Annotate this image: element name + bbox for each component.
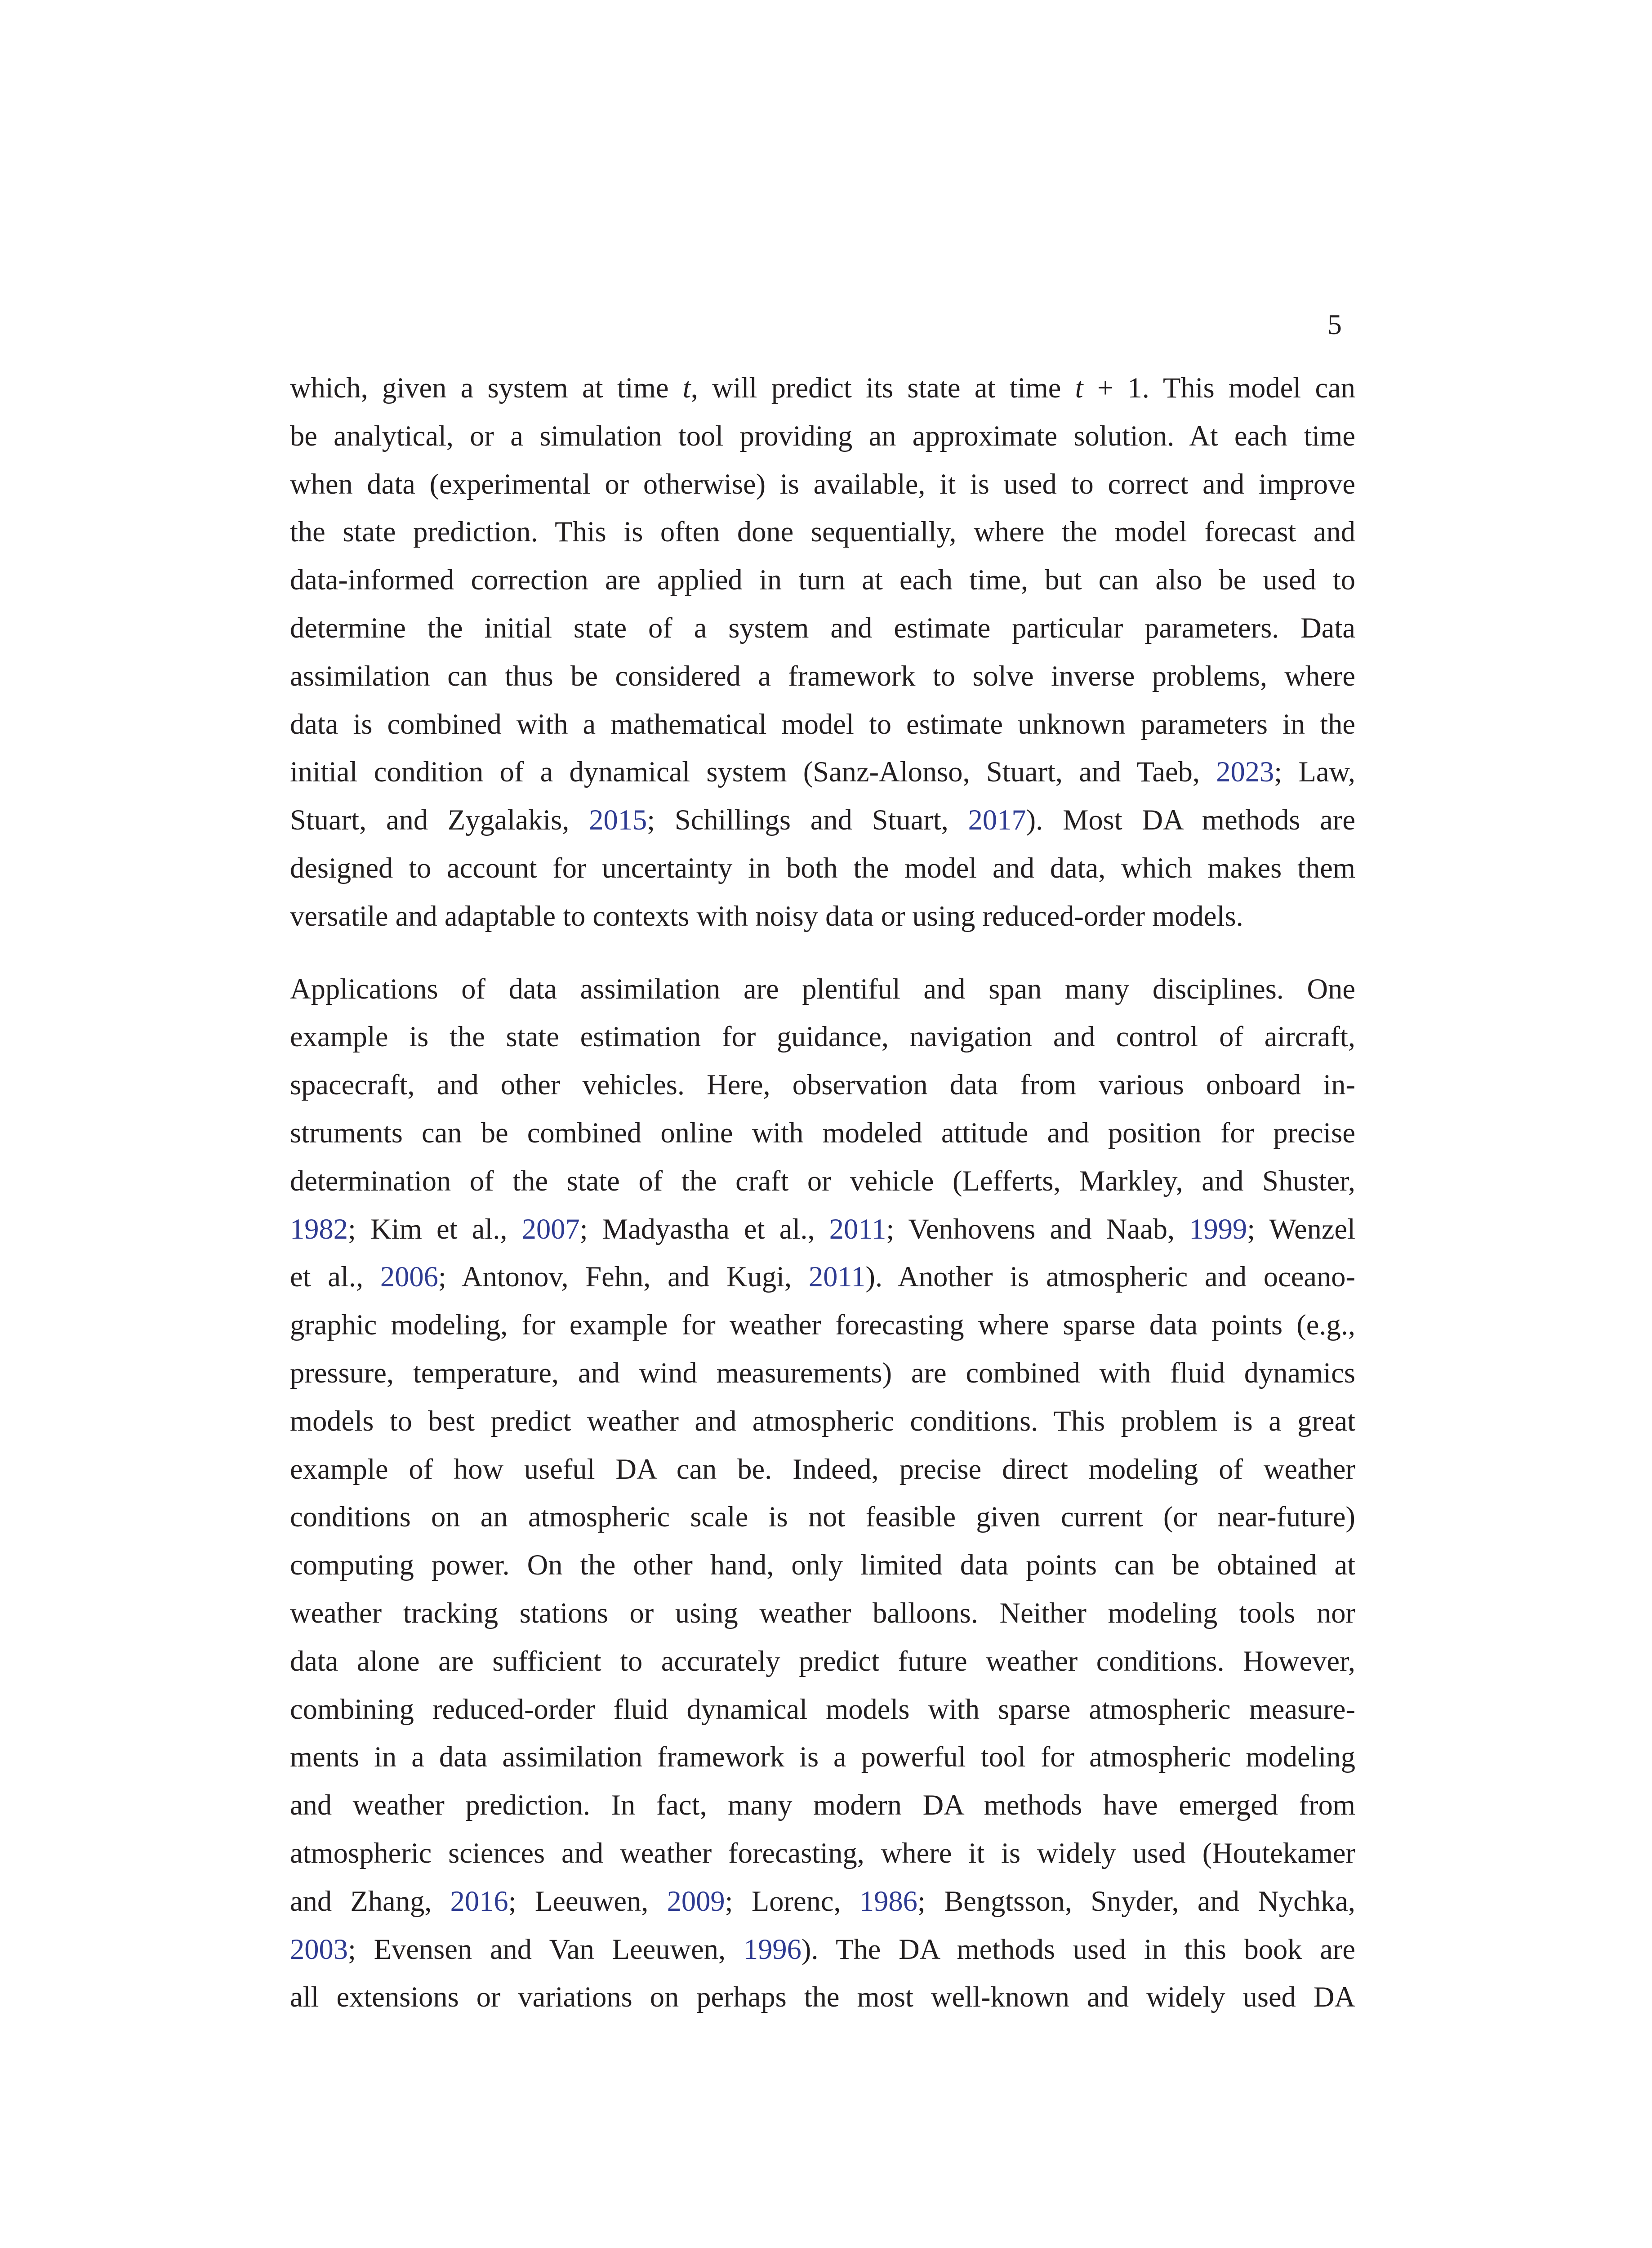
text-run: ; Venhovens and Naab, xyxy=(886,1213,1189,1245)
text-run: ). Most DA methods are xyxy=(1026,804,1355,836)
text-run: combining reduced-order fluid dynamical models with sparse atmospheric measure- xyxy=(290,1693,1355,1725)
text-line xyxy=(290,412,1355,460)
citation-link[interactable]: 1999 xyxy=(1189,1213,1247,1245)
text-run: ). The DA methods used in this book are xyxy=(801,1933,1356,1965)
text-run: data is combined with a mathematical model to estimate unknown parameters in the xyxy=(290,708,1355,740)
text-run: struments can be combined online with modeled attitude and position for precise xyxy=(290,1116,1355,1149)
citation-link[interactable]: 2023 xyxy=(1216,756,1274,788)
text-run: et al., xyxy=(290,1261,380,1293)
text-line xyxy=(290,965,1355,1013)
text-run: data alone are sufficient to accurately predict future weather conditions. However, xyxy=(290,1645,1355,1677)
text-run: spacecraft, and other vehicles. Here, observation data from various onboard in- xyxy=(290,1069,1355,1101)
math-variable: t xyxy=(1075,372,1083,404)
text-run: Applications of data assimilation are plentiful and span many disciplines. One xyxy=(290,972,1355,1005)
paragraph xyxy=(290,965,1355,2022)
citation-link[interactable]: 2009 xyxy=(667,1885,725,1917)
text-run: ; Evensen and Van Leeuwen, xyxy=(348,1933,744,1965)
text-run: + 1. This model can xyxy=(1083,372,1356,404)
text-line xyxy=(290,1205,1355,1253)
text-run: graphic modeling, for example for weather forecasting where sparse data points (e.g., xyxy=(290,1309,1355,1341)
text-run: Stuart, and Zygalakis, xyxy=(290,804,589,836)
citation-link[interactable]: 2017 xyxy=(968,804,1026,836)
text-run: , will predict its state at time xyxy=(690,372,1075,404)
text-line xyxy=(290,796,1355,844)
text-run: be analytical, or a simulation tool providing an approximate solution. At each time xyxy=(290,419,1355,452)
text-line xyxy=(290,1397,1355,1445)
text-run: ; Wenzel xyxy=(1247,1213,1355,1245)
citation-link[interactable]: 1996 xyxy=(743,1933,802,1965)
text-run: conditions on an atmospheric scale is not feasible given current (or near-future) xyxy=(290,1501,1355,1533)
text-line xyxy=(290,1589,1355,1637)
text-line xyxy=(290,1013,1355,1061)
math-variable: t xyxy=(682,372,691,404)
text-run: ; Antonov, Fehn, and Kugi, xyxy=(438,1261,809,1293)
text-run: ; Leeuwen, xyxy=(508,1885,667,1917)
text-run: ; Lorenc, xyxy=(725,1885,859,1917)
text-line xyxy=(290,1541,1355,1589)
text-line xyxy=(290,1109,1355,1157)
text-line xyxy=(290,460,1355,508)
text-line xyxy=(290,1926,1355,1974)
text-line xyxy=(290,1493,1355,1541)
text-line xyxy=(290,1349,1355,1397)
text-line xyxy=(290,1829,1355,1878)
paragraph xyxy=(290,364,1355,941)
text-run: atmospheric sciences and weather forecasting, where it is widely used (Houtekamer xyxy=(290,1837,1355,1869)
page-number: 5 xyxy=(1327,308,1342,340)
text-run: designed to account for uncertainty in both the model and data, which makes them xyxy=(290,852,1355,884)
text-line xyxy=(290,1733,1355,1781)
text-line xyxy=(290,1686,1355,1734)
text-run: when data (experimental or otherwise) is available, it is used to correct and improve xyxy=(290,468,1355,500)
text-line xyxy=(290,364,1355,412)
text-line xyxy=(290,844,1355,892)
text-line xyxy=(290,1878,1355,1926)
text-line xyxy=(290,1157,1355,1205)
text-run: the state prediction. This is often done sequentially, where the model forecast and xyxy=(290,516,1355,548)
text-run: computing power. On the other hand, only limited data points can be obtained at xyxy=(290,1549,1355,1581)
text-run: ; Schillings and Stuart, xyxy=(647,804,968,836)
text-run: pressure, temperature, and wind measurements) are combined with fluid dynamics xyxy=(290,1356,1355,1389)
text-line xyxy=(290,1973,1355,2021)
text-run: versatile and adaptable to contexts with noisy data or using reduced-order models. xyxy=(290,900,1243,932)
text-run: example is the state estimation for guidance, navigation and control of aircraft, xyxy=(290,1021,1355,1053)
text-line xyxy=(290,1061,1355,1109)
text-line xyxy=(290,700,1355,749)
text-run: ; Madyastha et al., xyxy=(579,1213,829,1245)
citation-link[interactable]: 2003 xyxy=(290,1933,348,1965)
text-line xyxy=(290,748,1355,796)
text-run: ; Law, xyxy=(1274,756,1355,788)
text-run: and Zhang, xyxy=(290,1885,450,1917)
citation-link[interactable]: 1982 xyxy=(290,1213,348,1245)
citation-link[interactable]: 2011 xyxy=(808,1261,866,1293)
text-run: initial condition of a dynamical system (Sanz-Alonso, Stuart, and Taeb, xyxy=(290,756,1216,788)
text-run: ments in a data assimilation framework is a powerful tool for atmospheric modeling xyxy=(290,1741,1355,1773)
text-run: example of how useful DA can be. Indeed, precise direct modeling of weather xyxy=(290,1453,1355,1485)
text-line xyxy=(290,556,1355,604)
text-run: assimilation can thus be considered a framework to solve inverse problems, where xyxy=(290,660,1355,692)
text-run: weather tracking stations or using weather balloons. Neither modeling tools nor xyxy=(290,1597,1355,1629)
body-text xyxy=(290,364,1355,2021)
text-line xyxy=(290,508,1355,556)
text-line xyxy=(290,1781,1355,1829)
text-line xyxy=(290,1445,1355,1494)
text-run: ). Another is atmospheric and oceano- xyxy=(865,1261,1356,1293)
text-line xyxy=(290,652,1355,700)
citation-link[interactable]: 2006 xyxy=(380,1261,438,1293)
text-run: models to best predict weather and atmospheric conditions. This problem is a great xyxy=(290,1405,1355,1437)
text-line xyxy=(290,604,1355,652)
text-run: ; Kim et al., xyxy=(348,1213,522,1245)
text-run: and weather prediction. In fact, many modern DA methods have emerged from xyxy=(290,1789,1355,1821)
text-line xyxy=(290,892,1355,941)
text-line xyxy=(290,1253,1355,1301)
citation-link[interactable]: 2007 xyxy=(521,1213,580,1245)
citation-link[interactable]: 2016 xyxy=(450,1885,508,1917)
text-run: all extensions or variations on perhaps the most well-known and widely used DA xyxy=(290,1981,1355,2013)
text-run: determination of the state of the craft or vehicle (Lefferts, Markley, and Shuster, xyxy=(290,1164,1355,1197)
text-run: which, given a system at time xyxy=(290,372,683,404)
text-run: ; Bengtsson, Snyder, and Nychka, xyxy=(917,1885,1355,1917)
text-line xyxy=(290,1301,1355,1349)
text-line xyxy=(290,1637,1355,1686)
citation-link[interactable]: 1986 xyxy=(859,1885,917,1917)
citation-link[interactable]: 2011 xyxy=(829,1213,886,1245)
citation-link[interactable]: 2015 xyxy=(589,804,647,836)
text-run: data-informed correction are applied in turn at each time, but can also be used to xyxy=(290,564,1355,596)
text-run: determine the initial state of a system and estimate particular parameters. Data xyxy=(290,611,1355,644)
